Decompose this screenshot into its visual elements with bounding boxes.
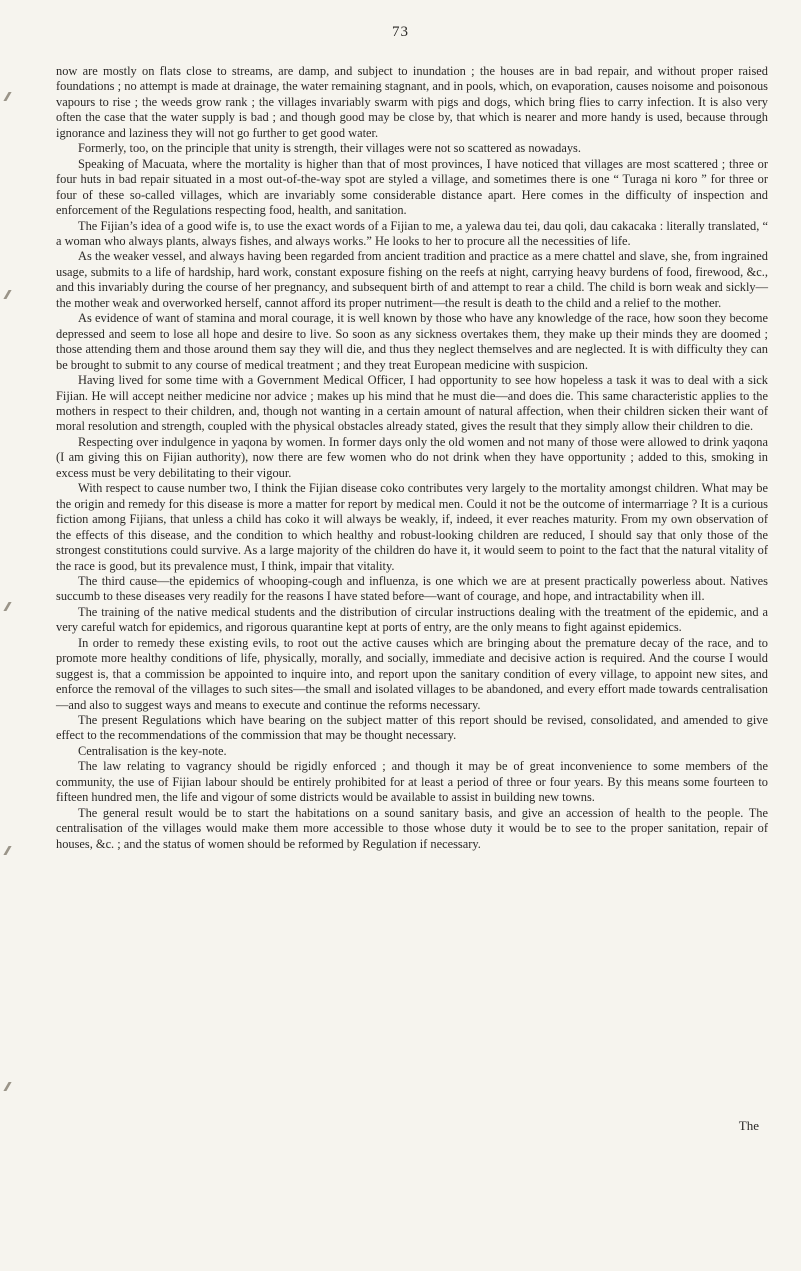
paragraph: The training of the native medical students and the distribution of circular instructions dealing with the treatment of the epidemic, and a very careful watch for epidemics, and rigorous quarantine kept at ports of entry, are the only means to fight against epidemics. bbox=[56, 604, 768, 635]
margin-mark bbox=[3, 602, 11, 611]
catchword: The bbox=[738, 1118, 759, 1133]
paragraph: In order to remedy these existing evils, to root out the active causes which are bringing about the premature decay of the race, and to promote more healthy conditions of life, physically, morally, and socially, immediate and decisive action is required. And the course I would suggest is, that a commission be appointed to inquire into, and report upon the sanitary condition of every village, to appoint new sites, and enforce the removal of the villages to such sites—the small and isolated villages to be abandoned, and every effort made towards centralisation—and also to suggest ways and means to execute and continue the reforms necessary. bbox=[56, 635, 768, 712]
paragraph: As evidence of want of stamina and moral courage, it is well known by those who have any knowledge of the race, how soon they become depressed and seem to lose all hope and desire to live. So soon as any sickness overtakes them, they make up their minds they are doomed ; those attending them and those around them say they will die, and thus they neglect themselves and are neglected. It is with difficulty they can be brought to submit to any course of medical treatment ; and they treat European medicine with suspicion. bbox=[56, 311, 768, 372]
paragraph: The Fijian’s idea of a good wife is, to use the exact words of a Fijian to me, a yalewa dau tei, dau qoli, dau cakacaka : literally translated, “ a woman who always plants, always fishes, and always works.” He looks to her to procure all the necessities of life. bbox=[56, 218, 768, 248]
paragraph: Having lived for some time with a Government Medical Officer, I had opportunity to see how hopeless a task it was to deal with a sick Fijian. He will accept neither medicine nor advice ; makes up his mind that he must die—and does die. This same characteristic applies to the mothers in respect to their children, and, though not wanting in a certain amount of natural affection, when their children sicken their want of moral resolution and strength, coupled with the physical obstacles already stated, gives the result that they simply allow their children to die. bbox=[56, 373, 768, 434]
paragraph: The present Regulations which have bearing on the subject matter of this report should be revised, consolidated, and amended to give effect to the recommendations of the commission that may be thought necessary. bbox=[56, 713, 768, 743]
paragraph: Speaking of Macuata, where the mortality is higher than that of most provinces, I have noticed that villages are most scattered ; three or four huts in bad repair situated in a most out-of-the-way spot are styled a village, and sometimes there is one “ Turaga ni koro ” for three or four of these so-called villages, which are invariably some considerable distance apart. Here comes in the difficulty of inspection and enforcement of the Regulations respecting food, health, and sanitation. bbox=[56, 156, 768, 218]
paragraph: The third cause—the epidemics of whooping-cough and influenza, is one which we are at present practically powerless about. Natives succumb to these diseases very readily for the reasons I have stated before—want of courage, and hope, and intractability when ill. bbox=[56, 573, 768, 604]
margin-mark bbox=[3, 290, 11, 299]
body-text bbox=[56, 64, 768, 852]
margin-mark bbox=[3, 92, 11, 101]
paragraph: As the weaker vessel, and always having been regarded from ancient tradition and practice as a mere chattel and slave, she, from ingrained usage, submits to a life of hardship, hard work, constant exposure fishing on the reefs at night, carrying heavy burdens of food, firewood, &c., and this invariably during the course of her pregnancy, and subsequent birth of and attempt to rear a child. The child is born weak and sickly—the mother weak and overworked herself, cannot afford its proper nutriment—the result is death to the child and a relief to the mother. bbox=[56, 249, 768, 310]
paragraph: The law relating to vagrancy should be rigidly enforced ; and though it may be of great inconvenience to some members of the community, the use of Fijian labour should be entirely prohibited for at least a period of three or four years. By this means some fourteen to fifteen hundred men, the life and vigour of some districts would be available to assist in building new towns. bbox=[56, 759, 768, 805]
margin-mark bbox=[3, 1082, 11, 1091]
paragraph: Respecting over indulgence in yaqona by women. In former days only the old women and not many of those were allowed to drink yaqona (I am giving this on Fijian authority), now there are few women who do not drink when they have opportunity ; added to this, smoking in excess must be very debilitating to their vigour. bbox=[56, 434, 768, 480]
page-number: 73 bbox=[392, 24, 409, 40]
paragraph: With respect to cause number two, I think the Fijian disease coko contributes very largely to the mortality amongst children. What may be the origin and remedy for this disease is more a matter for report by medical men. Could it not be the outcome of intermarriage ? It is a curious fiction among Fijians, that unless a child has coko it will always be weakly, if, indeed, it ever reaches maturity. From my own observation of the effects of this disease, and the condition to which healthy and robust-looking children are reduced, I should say that only those of the strongest constitutions could survive. As a large majority of the children do have it, it would seem to point to the fact that the natural vitality of the race is good, but its prevalence must, I think, impair that vitality. bbox=[56, 481, 768, 573]
paragraph: Formerly, too, on the principle that unity is strength, their villages were not so scattered as nowadays. bbox=[78, 141, 581, 156]
paragraph: The general result would be to start the habitations on a sound sanitary basis, and give an accession of health to the people. The centralisation of the villages would make them more accessible to those whose duty it would be to see to the proper sanitation, repair of houses, &c. ; and the status of women should be reformed by Regulation if necessary. bbox=[56, 805, 768, 851]
paragraph: now are mostly on flats close to streams, are damp, and subject to inundation ; the houses are in bad repair, and without proper raised foundations ; no attempt is made at drainage, the water remaining stagnant, and in pools, which, on evaporation, causes noisome and poisonous vapours to rise ; the weeds grow rank ; the villages invariably swarm with pigs and dogs, which bring flies to carry infection. It is also very often the case that the water supply is bad ; and though good may be close by, that which is nearer and more handy is used, because through ignorance and laziness they will not go further to get good water. bbox=[56, 64, 768, 140]
paragraph: Centralisation is the key-note. bbox=[78, 743, 227, 758]
margin-mark bbox=[3, 846, 11, 855]
